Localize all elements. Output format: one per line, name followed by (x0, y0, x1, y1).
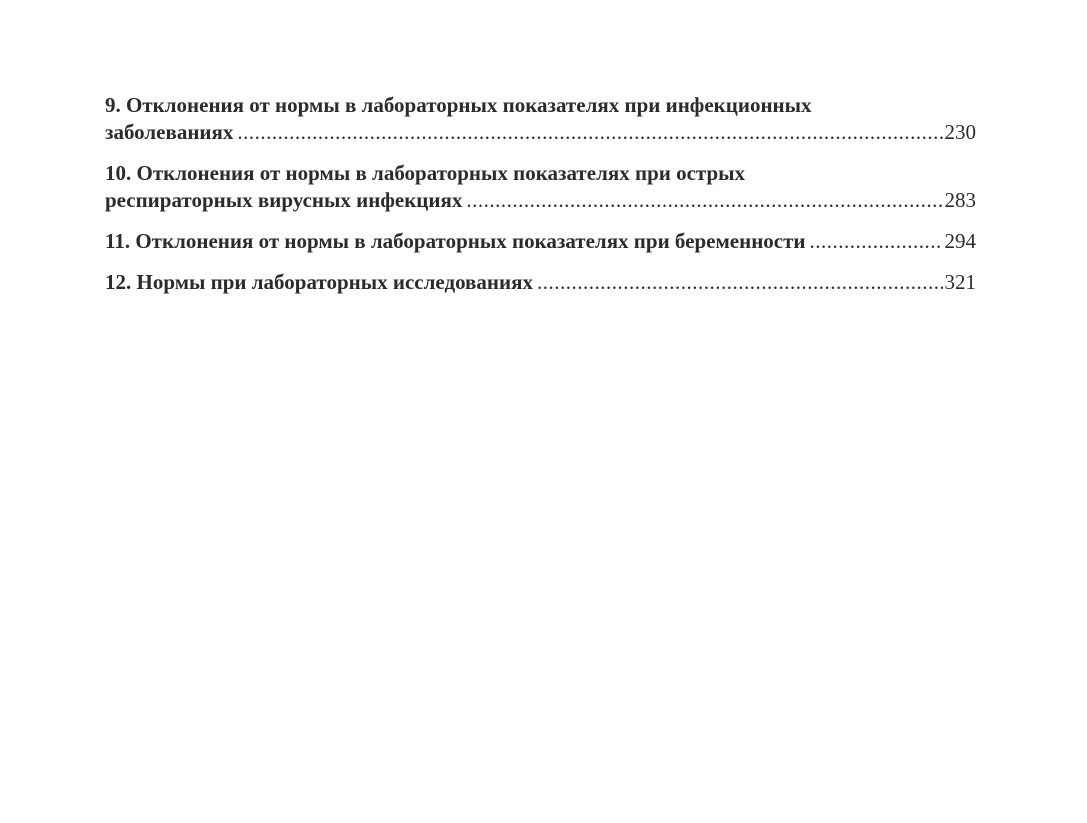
toc-entry-title-line: 9. Отклонения от нормы в лабораторных показателях при инфекционных (105, 93, 812, 117)
dot-leader (466, 187, 942, 214)
dot-leader (237, 119, 942, 146)
toc-entry-line (105, 228, 976, 255)
toc-entry-title-line: 10. Отклонения от нормы в лабораторных показателях при острых (105, 161, 746, 185)
toc-page-number: 321 (944, 270, 976, 294)
toc-entry-line (105, 269, 976, 296)
toc-entry-title-tail: заболеваниях (105, 120, 234, 144)
toc-entry-line (105, 119, 976, 146)
toc-entry-10[interactable] (105, 160, 976, 214)
toc-entry-title-tail: респираторных вирусных инфекциях (105, 188, 463, 212)
toc-entry-11[interactable] (105, 228, 976, 255)
toc-entry-title: 12. Нормы при лабораторных исследованиях (105, 270, 533, 294)
dot-leader (537, 269, 943, 296)
dot-leader (810, 228, 943, 255)
table-of-contents (105, 92, 976, 296)
toc-entry-9[interactable] (105, 92, 976, 146)
toc-entry-title: 11. Отклонения от нормы в лабораторных показателях при беременности (105, 229, 806, 253)
toc-entry-line (105, 187, 976, 214)
toc-entry-12[interactable] (105, 269, 976, 296)
toc-page-number: 230 (944, 120, 976, 144)
toc-page-number: 294 (944, 229, 976, 253)
toc-page-number: 283 (944, 188, 976, 212)
